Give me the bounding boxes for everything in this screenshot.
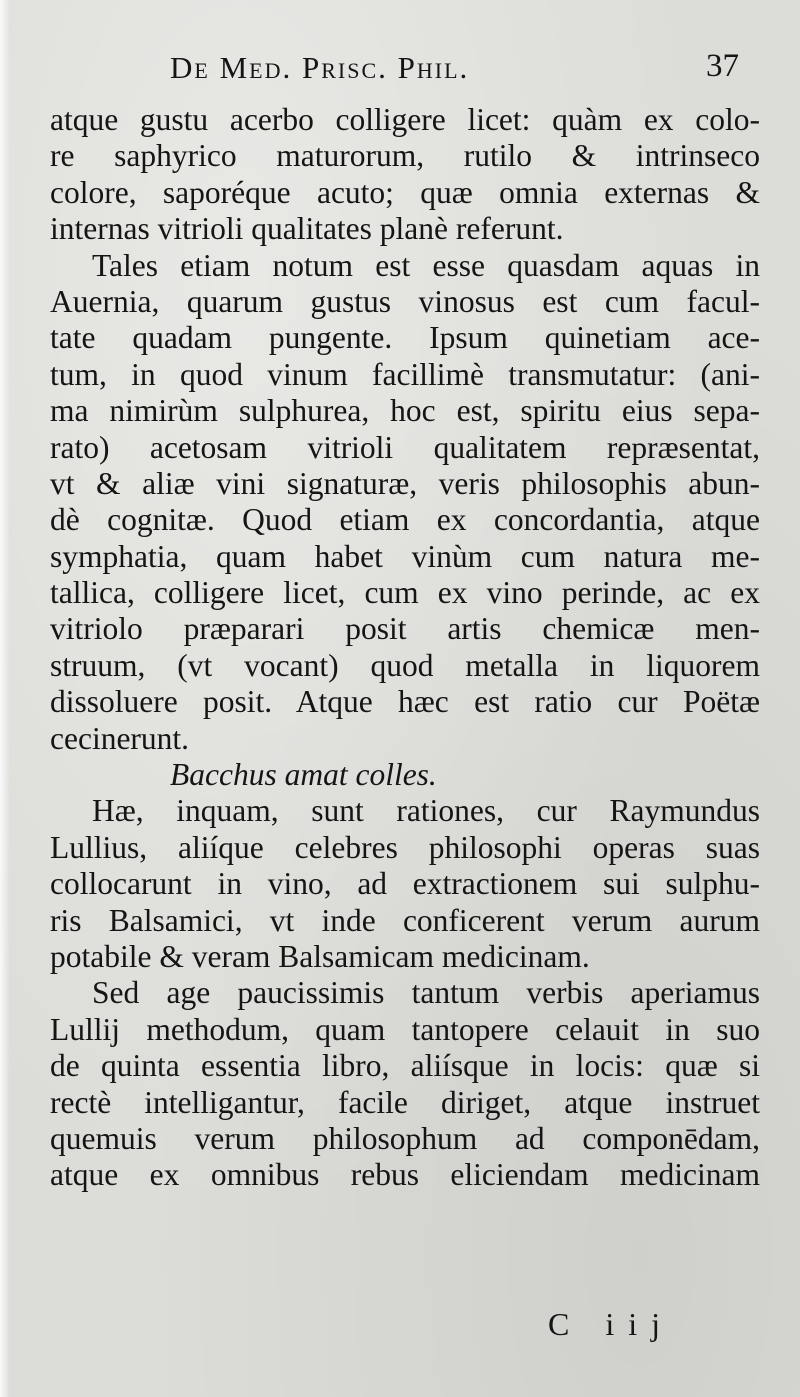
text-line: internas vitrioli qualitates planè referunt. [50,211,564,247]
text-line: vitriolo præparari posit artis chemicæ men- [50,611,760,647]
page-number: 37 [706,48,739,84]
text-line: collocarunt in vino, ad extractionem sui sulphu- [50,866,760,902]
signature-mark: C iij [548,1306,675,1342]
text-line: Auernia, quarum gustus vinosus est cum facul- [50,283,760,319]
text-line: ris Balsamici, vt inde conficerent verum aurum [50,902,760,938]
text-line: cecinerunt. [50,720,190,756]
text-line: Tales etiam notum est esse quasdam aquas in [92,247,760,283]
text-line: Sed age paucissimis tantum verbis aperiamus [92,975,760,1011]
text-line: ma nimirùm sulphurea, hoc est, spiritu eius sepa- [50,393,760,429]
page-edge [0,0,10,1397]
text-line: tallica, colligere licet, cum ex vino perinde, ac ex [50,575,760,611]
text-line: Hæ, inquam, sunt rationes, cur Raymundus [92,793,760,829]
text-line: atque ex omnibus rebus eliciendam medicinam [50,1157,760,1193]
text-line: tate quadam pungente. Ipsum quinetiam ace- [50,320,760,356]
text-line: rectè intelligantur, facile diriget, atque instruet [50,1084,760,1120]
text-line: vt & aliæ vini signaturæ, veris philosophis abun- [50,465,760,501]
text-line: rato) acetosam vitrioli qualitatem repræsentat, [50,429,760,465]
text-line: potabile & veram Balsamicam medicinam. [50,938,590,974]
text-line: colore, saporéque acuto; quæ omnia externas & [50,174,760,210]
text-line: atque gustu acerbo colligere licet: quàm ex colo- [50,102,760,137]
text-line: symphatia, quam habet vinùm cum natura me- [50,538,760,574]
text-line: struum, (vt vocant) quod metalla in liquorem [50,647,760,683]
text-line: de quinta essentia libro, aliísque in locis: quæ si [50,1048,760,1084]
text-line: Lullius, aliíque celebres philosophi operas suas [50,829,760,865]
text-line: Lullij methodum, quam tantopere celauit in suo [50,1011,760,1047]
text-line: tum, in quod vinum facillimè transmutatur: (ani- [50,356,760,392]
text-line: re saphyrico maturorum, rutilo & intrinseco [50,138,760,174]
running-head: De Med. Prisc. Phil. [170,50,470,85]
text-line: dissoluere posit. Atque hæc est ratio cur Poëtæ [50,684,760,720]
body-text [50,102,760,1194]
text-line: quemuis verum philosophum ad componēdam, [50,1120,760,1156]
text-line: dè cognitæ. Quod etiam ex concordantia, atque [50,502,760,538]
verse-quotation: Bacchus amat colles. [170,757,437,793]
